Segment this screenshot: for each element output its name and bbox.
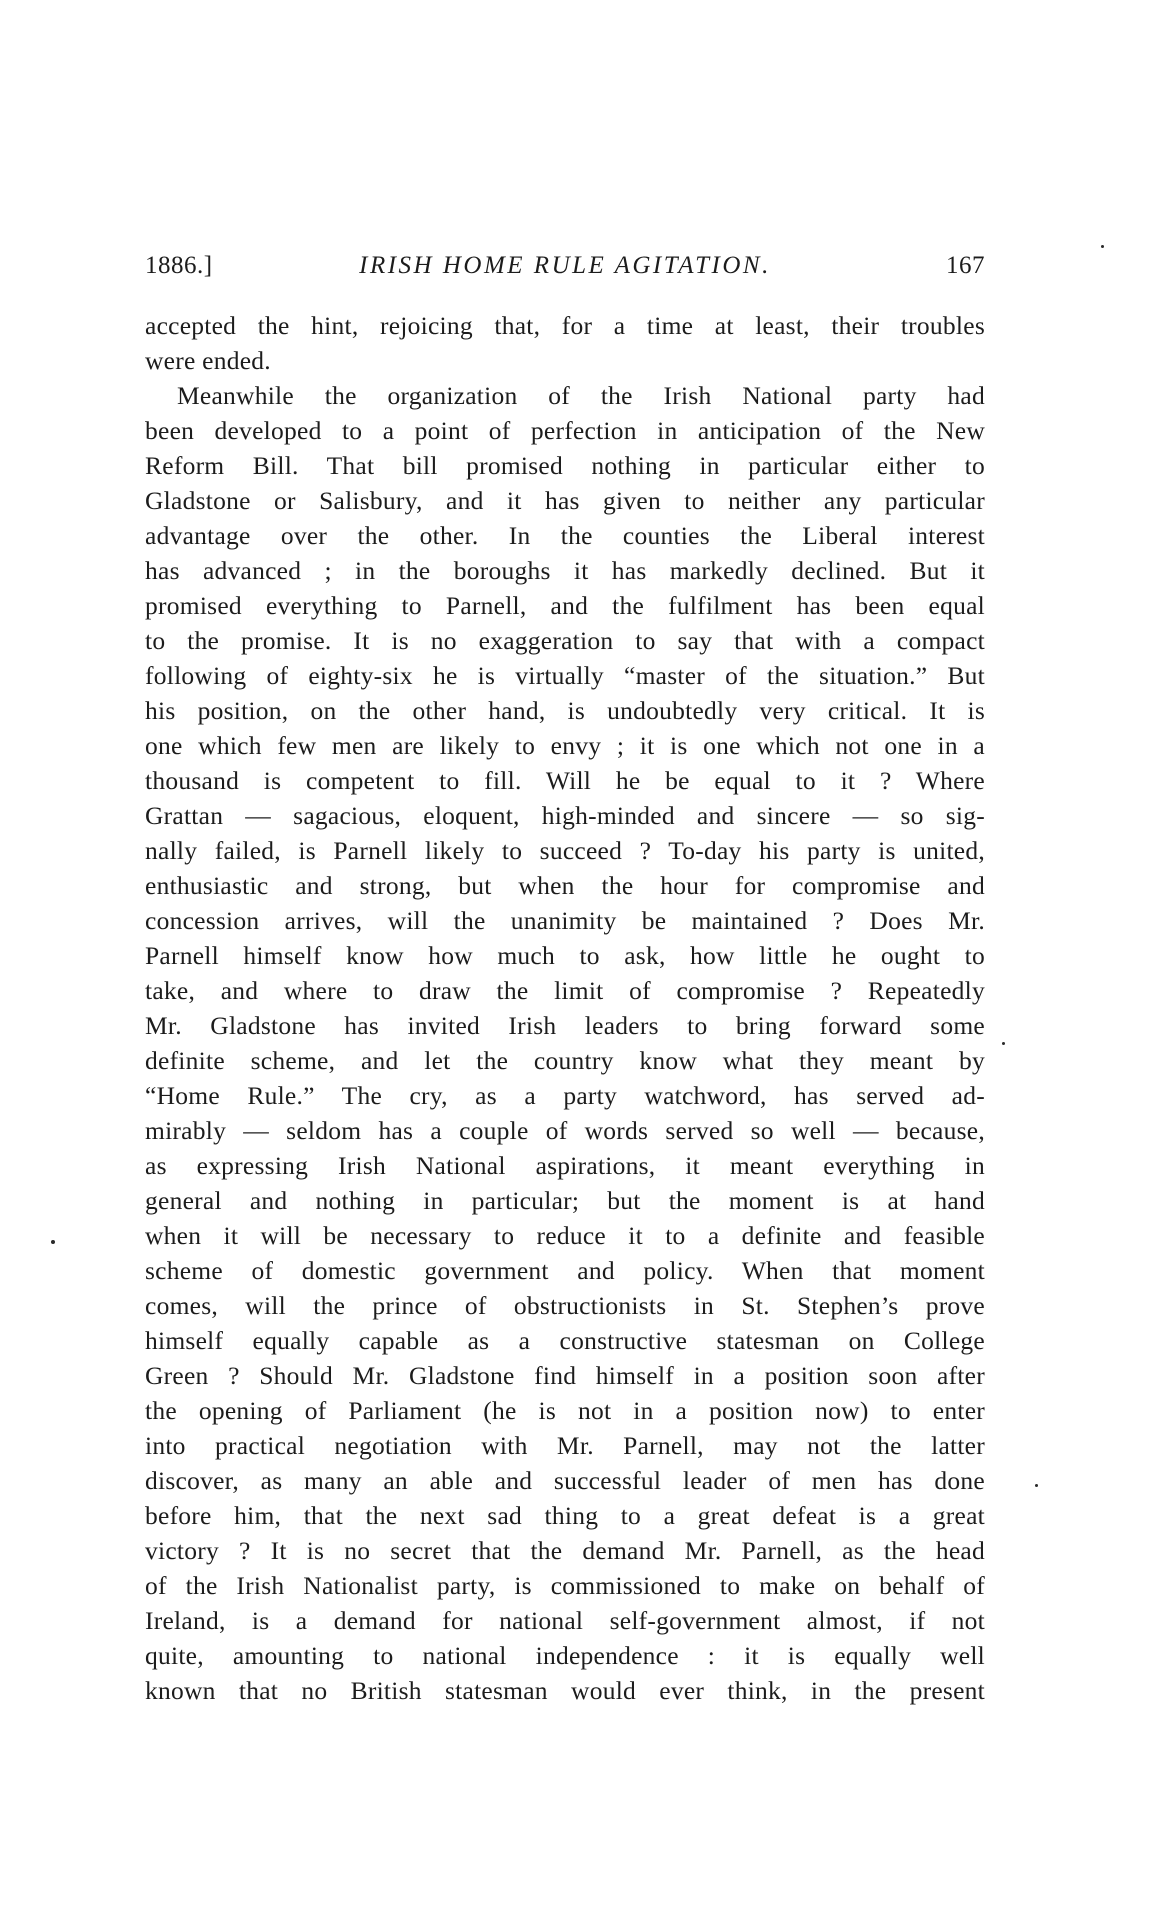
text-line: before him, that the next sad thing to a great defeat is a great [145, 1501, 985, 1530]
text-line: concession arrives, will the unanimity be maintained ? Does Mr. [145, 906, 985, 935]
text-line: nally failed, is Parnell likely to succeed ? To-day his party is united, [145, 836, 985, 865]
text-line: known that no British statesman would ever think, in the present [145, 1676, 985, 1705]
text-line: accepted the hint, rejoicing that, for a time at least, their troubles [145, 311, 985, 340]
text-line: Meanwhile the organization of the Irish National party had [177, 381, 985, 410]
scan-speck [1101, 245, 1104, 248]
text-line: Mr. Gladstone has invited Irish leaders to bring forward some [145, 1011, 985, 1040]
text-line: has advanced ; in the boroughs it has markedly declined. But it [145, 556, 985, 585]
text-line: following of eighty-six he is virtually “master of the situation.” But [145, 661, 985, 690]
text-line: promised everything to Parnell, and the fulfilment has been equal [145, 591, 985, 620]
text-line: when it will be necessary to reduce it to a definite and feasible [145, 1221, 985, 1250]
scan-speck [51, 1240, 55, 1244]
text-line: of the Irish Nationalist party, is commissioned to make on behalf of [145, 1571, 985, 1600]
text-line: enthusiastic and strong, but when the hour for compromise and [145, 871, 985, 900]
text-line: been developed to a point of perfection in anticipation of the New [145, 416, 985, 445]
text-line: were ended. [145, 346, 271, 375]
text-line: one which few men are likely to envy ; it is one which not one in a [145, 731, 985, 760]
text-line: scheme of domestic government and policy. When that moment [145, 1256, 985, 1285]
body-text [145, 308, 985, 1708]
page-number: 167 [946, 252, 985, 279]
text-line: general and nothing in particular; but the moment is at hand [145, 1186, 985, 1215]
text-line: comes, will the prince of obstructionists in St. Stephen’s prove [145, 1291, 985, 1320]
text-line: Gladstone or Salisbury, and it has given to neither any particular [145, 486, 985, 515]
text-line: into practical negotiation with Mr. Parnell, may not the latter [145, 1431, 985, 1460]
text-line: discover, as many an able and successful leader of men has done [145, 1466, 985, 1495]
text-line: mirably — seldom has a couple of words served so well — because, [145, 1116, 985, 1145]
text-line: the opening of Parliament (he is not in a position now) to enter [145, 1396, 985, 1425]
header-title: IRISH HOME RULE AGITATION. [359, 252, 771, 279]
text-line: his position, on the other hand, is undoubtedly very critical. It is [145, 696, 985, 725]
text-line: thousand is competent to fill. Will he be equal to it ? Where [145, 766, 985, 795]
text-line: to the promise. It is no exaggeration to say that with a compact [145, 626, 985, 655]
text-line: himself equally capable as a constructive statesman on College [145, 1326, 985, 1355]
scan-speck [1035, 1484, 1038, 1487]
text-line: Green ? Should Mr. Gladstone find himself in a position soon after [145, 1361, 985, 1390]
text-line: Parnell himself know how much to ask, how little he ought to [145, 941, 985, 970]
header-year: 1886.] [145, 252, 213, 279]
text-line: as expressing Irish National aspirations, it meant everything in [145, 1151, 985, 1180]
running-head [145, 246, 985, 286]
text-line: Reform Bill. That bill promised nothing in particular either to [145, 451, 985, 480]
text-line: Ireland, is a demand for national self-government almost, if not [145, 1606, 985, 1635]
text-line: quite, amounting to national independence : it is equally well [145, 1641, 985, 1670]
text-line: “Home Rule.” The cry, as a party watchword, has served ad- [145, 1081, 985, 1110]
text-line: take, and where to draw the limit of compromise ? Repeatedly [145, 976, 985, 1005]
text-line: Grattan — sagacious, eloquent, high-minded and sincere — so sig- [145, 801, 985, 830]
scan-speck [1002, 1042, 1005, 1045]
text-line: advantage over the other. In the counties the Liberal interest [145, 521, 985, 550]
text-line: victory ? It is no secret that the demand Mr. Parnell, as the head [145, 1536, 985, 1565]
text-line: definite scheme, and let the country know what they meant by [145, 1046, 985, 1075]
